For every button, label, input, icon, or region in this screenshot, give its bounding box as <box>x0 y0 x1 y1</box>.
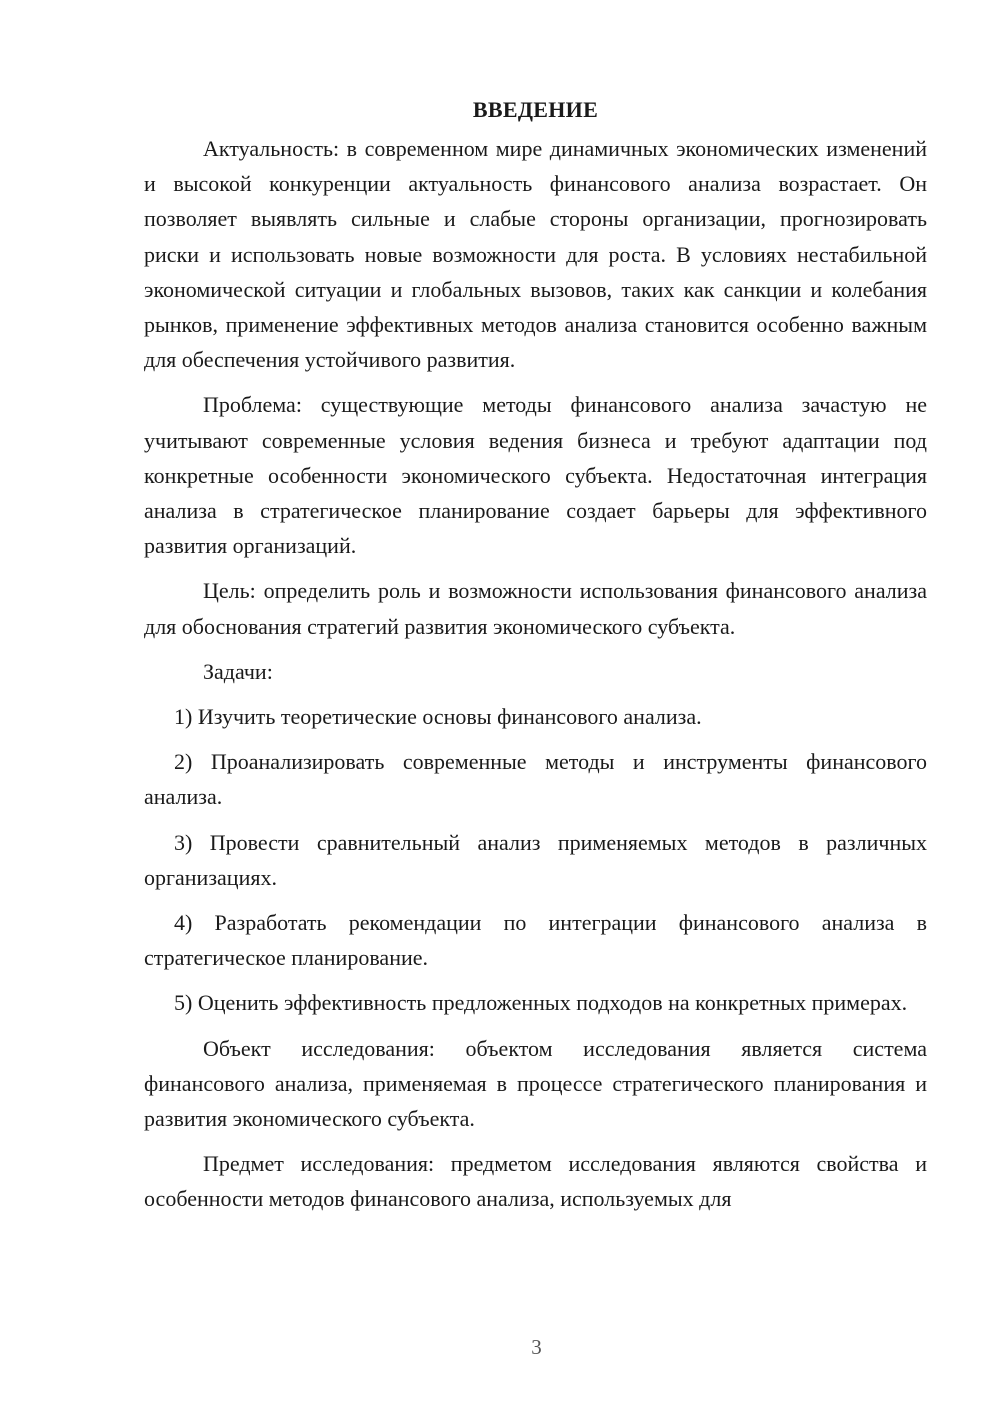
task-item-3: 3) Провести сравнительный анализ применяемых методов в различных организациях. <box>144 829 927 890</box>
task-item-4: 4) Разработать рекомендации по интеграции финансового анализа в стратегическое планирование. <box>144 910 927 971</box>
tasks-heading: Задачи: <box>203 658 273 684</box>
paragraph-subject: Предмет исследования: предметом исследования являются свойства и особенности методов финансового анализа, используемых для <box>144 1151 927 1212</box>
task-item-1: 1) Изучить теоретические основы финансового анализа. <box>174 704 702 730</box>
paragraph-problem: Проблема: существующие методы финансового анализа зачастую не учитывают современные условия ведения бизнеса и требуют адаптации под конкретные особенности экономического субъекта. Недостаточная интеграция анализа в стратегическое планирование создает барьеры для эффективного развития организаций. <box>144 392 927 559</box>
page-content <box>144 92 927 1227</box>
task-item-5: 5) Оценить эффективность предложенных подходов на конкретных примерах. <box>174 990 908 1016</box>
paragraph-relevance: Актуальность: в современном мире динамичных экономических изменений и высокой конкуренции актуальность финансового анализа возрастает. Он позволяет выявлять сильные и слабые стороны организации, прогнозировать риски и использовать новые возможности для роста. В условиях нестабильной экономической ситуации и глобальных вызовов, таких как санкции и колебания рынков, применение эффективных методов анализа становится особенно важным для обеспечения устойчивого развития. <box>144 136 927 373</box>
section-title: ВВЕДЕНИЕ <box>472 97 599 122</box>
paragraph-goal: Цель: определить роль и возможности использования финансового анализа для обоснования стратегий развития экономического субъекта. <box>144 578 927 639</box>
page-number: 3 <box>531 1335 542 1359</box>
paragraph-object: Объект исследования: объектом исследования является система финансового анализа, применяемая в процессе стратегического планирования и развития экономического субъекта. <box>144 1035 927 1132</box>
task-item-2: 2) Проанализировать современные методы и инструменты финансового анализа. <box>144 749 927 810</box>
